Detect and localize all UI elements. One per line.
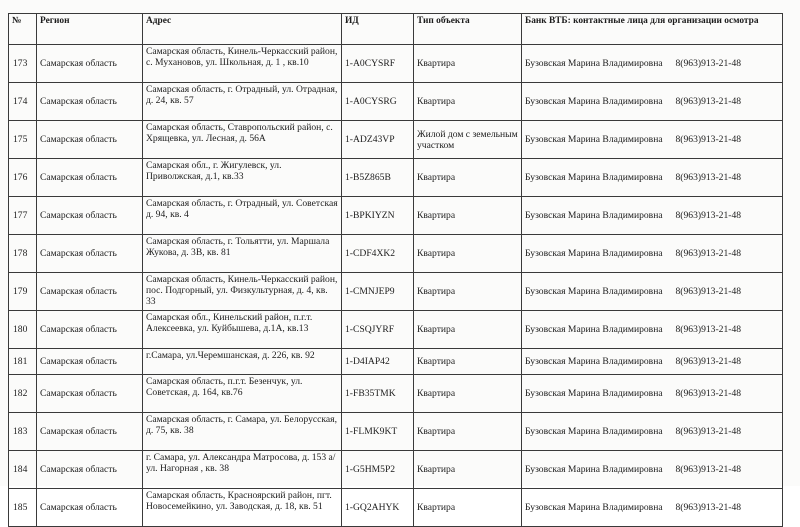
cell-contact-person: Бузовская Марина Владимировна: [522, 413, 673, 451]
header-type: Тип объекта: [414, 14, 522, 45]
cell-address: Самарская область, п.г.т. Безенчук, ул. Советская, д. 164, кв.76: [143, 375, 342, 413]
cell-region: Самарская область: [37, 83, 143, 121]
table-row: [9, 375, 783, 413]
cell-address: Самарская область, г. Тольятти, ул. Маршала Жукова, д. 3В, кв. 81: [143, 235, 342, 273]
cell-num: 178: [9, 235, 37, 273]
header-id: ИД: [342, 14, 414, 45]
cell-num: 182: [9, 375, 37, 413]
cell-contact-person: Бузовская Марина Владимировна: [522, 489, 673, 527]
cell-phone: 8(963)913-21-48: [673, 45, 783, 83]
table-row: [9, 159, 783, 197]
cell-id: 1-A0CYSRG: [342, 83, 414, 121]
cell-contact-person: Бузовская Марина Владимировна: [522, 159, 673, 197]
cell-region: Самарская область: [37, 45, 143, 83]
cell-phone: 8(963)913-21-48: [673, 235, 783, 273]
cell-contact-person: Бузовская Марина Владимировна: [522, 349, 673, 375]
cell-address: Самарская обл., г. Жигулевск, ул. Приволжская, д.1, кв.33: [143, 159, 342, 197]
cell-phone: 8(963)913-21-48: [673, 273, 783, 311]
cell-contact-person: Бузовская Марина Владимировна: [522, 197, 673, 235]
cell-region: Самарская область: [37, 375, 143, 413]
cell-id: 1-CDF4XK2: [342, 235, 414, 273]
cell-contact-person: Бузовская Марина Владимировна: [522, 83, 673, 121]
header-bank-contacts: Банк ВТБ: контактные лица для организации осмотра: [522, 14, 783, 45]
cell-object-type: Квартира: [414, 273, 522, 311]
cell-object-type: Квартира: [414, 235, 522, 273]
cell-id: 1-G5HM5P2: [342, 451, 414, 489]
cell-phone: 8(963)913-21-48: [673, 349, 783, 375]
cell-contact-person: Бузовская Марина Владимировна: [522, 45, 673, 83]
cell-phone: 8(963)913-21-48: [673, 121, 783, 159]
cell-region: Самарская область: [37, 273, 143, 311]
cell-phone: 8(963)913-21-48: [673, 451, 783, 489]
table-header-row: [9, 14, 783, 45]
cell-contact-person: Бузовская Марина Владимировна: [522, 311, 673, 349]
table-row: [9, 413, 783, 451]
table-row: [9, 45, 783, 83]
cell-num: 184: [9, 451, 37, 489]
cell-region: Самарская область: [37, 413, 143, 451]
cell-address: Самарская область, Ставропольский район, с. Хрящевка, ул. Лесная, д. 56А: [143, 121, 342, 159]
cell-num: 177: [9, 197, 37, 235]
cell-num: 180: [9, 311, 37, 349]
cell-address: Самарская область, г. Самара, ул. Белорусская, д. 75, кв. 38: [143, 413, 342, 451]
cell-address: Самарская область, г. Отрадный, ул. Отрадная, д. 24, кв. 57: [143, 83, 342, 121]
cell-num: 175: [9, 121, 37, 159]
cell-id: 1-B5Z865B: [342, 159, 414, 197]
cell-object-type: Квартира: [414, 451, 522, 489]
cell-object-type: Жилой дом с земельным участком: [414, 121, 522, 159]
cell-region: Самарская область: [37, 349, 143, 375]
cell-contact-person: Бузовская Марина Владимировна: [522, 121, 673, 159]
table-body: [9, 45, 783, 527]
cell-phone: 8(963)913-21-48: [673, 159, 783, 197]
header-address: Адрес: [143, 14, 342, 45]
table-row: [9, 197, 783, 235]
table-row: [9, 83, 783, 121]
cell-id: 1-ADZ43VP: [342, 121, 414, 159]
cell-object-type: Квартира: [414, 197, 522, 235]
cell-id: 1-FB35TMK: [342, 375, 414, 413]
cell-address: Самарская область, Кинель-Черкасский район, пос. Подгорный, ул. Физкультурная, д. 4, кв. 33: [143, 273, 342, 311]
cell-contact-person: Бузовская Марина Владимировна: [522, 451, 673, 489]
cell-id: 1-D4IAP42: [342, 349, 414, 375]
cell-phone: 8(963)913-21-48: [673, 197, 783, 235]
cell-id: 1-CMNJEP9: [342, 273, 414, 311]
cell-id: 1-A0CYSRF: [342, 45, 414, 83]
cell-object-type: Квартира: [414, 375, 522, 413]
cell-region: Самарская область: [37, 159, 143, 197]
table-row: [9, 273, 783, 311]
table-row: [9, 235, 783, 273]
header-region: Регион: [37, 14, 143, 45]
cell-object-type: Квартира: [414, 159, 522, 197]
cell-address: Самарская область, г. Отрадный, ул. Советская д. 94, кв. 4: [143, 197, 342, 235]
cell-phone: 8(963)913-21-48: [673, 375, 783, 413]
cell-region: Самарская область: [37, 235, 143, 273]
cell-object-type: Квартира: [414, 489, 522, 527]
cell-contact-person: Бузовская Марина Владимировна: [522, 375, 673, 413]
table-row: [9, 311, 783, 349]
cell-contact-person: Бузовская Марина Владимировна: [522, 235, 673, 273]
cell-object-type: Квартира: [414, 45, 522, 83]
cell-num: 176: [9, 159, 37, 197]
cell-id: 1-BPKIYZN: [342, 197, 414, 235]
cell-num: 185: [9, 489, 37, 527]
cell-address: г.Самара, ул.Черемшанская, д. 226, кв. 92: [143, 349, 342, 375]
cell-object-type: Квартира: [414, 83, 522, 121]
table-row: [9, 121, 783, 159]
cell-id: 1-CSQJYRF: [342, 311, 414, 349]
table-row: [9, 451, 783, 489]
cell-num: 183: [9, 413, 37, 451]
cell-num: 179: [9, 273, 37, 311]
cell-id: 1-GQ2AHYK: [342, 489, 414, 527]
cell-num: 174: [9, 83, 37, 121]
cell-phone: 8(963)913-21-48: [673, 83, 783, 121]
cell-region: Самарская область: [37, 197, 143, 235]
table-row: [9, 489, 783, 527]
cell-num: 181: [9, 349, 37, 375]
cell-contact-person: Бузовская Марина Владимировна: [522, 273, 673, 311]
cell-address: Самарская обл., Кинельский район, п.г.т. Алексеевка, ул. Куйбышева, д.1А, кв.13: [143, 311, 342, 349]
cell-num: 173: [9, 45, 37, 83]
property-table: [8, 13, 783, 527]
cell-object-type: Квартира: [414, 349, 522, 375]
cell-address: Самарская область, Красноярский район, пгт. Новосемейкино, ул. Заводская, д. 18, кв. 51: [143, 489, 342, 527]
cell-phone: 8(963)913-21-48: [673, 489, 783, 527]
cell-region: Самарская область: [37, 451, 143, 489]
header-num: №: [9, 14, 37, 45]
cell-region: Самарская область: [37, 121, 143, 159]
cell-region: Самарская область: [37, 311, 143, 349]
cell-object-type: Квартира: [414, 413, 522, 451]
cell-object-type: Квартира: [414, 311, 522, 349]
cell-phone: 8(963)913-21-48: [673, 413, 783, 451]
cell-id: 1-FLMK9KT: [342, 413, 414, 451]
cell-address: г. Самара, ул. Александра Матросова, д. 153 а/ул. Нагорная , кв. 38: [143, 451, 342, 489]
cell-address: Самарская область, Кинель-Черкасский район, с. Мухановов, ул. Школьная, д. 1 , кв.10: [143, 45, 342, 83]
cell-phone: 8(963)913-21-48: [673, 311, 783, 349]
table-row: [9, 349, 783, 375]
cell-region: Самарская область: [37, 489, 143, 527]
